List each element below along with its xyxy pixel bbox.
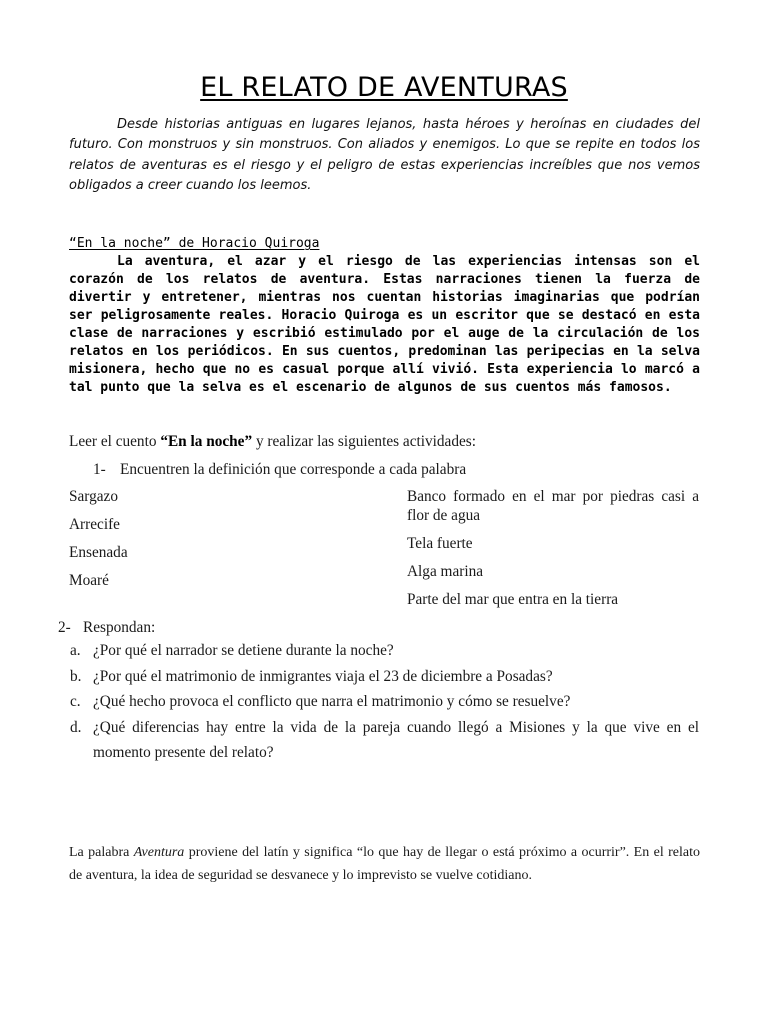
- instructions-line: [69, 432, 476, 452]
- note-text: proviene del latín y significa “lo que hay de llegar o está próximo a ocurrir”. En el relato: [188, 845, 701, 860]
- note-line: [69, 842, 700, 864]
- reading-line: corazón de los relatos de aventura. Estas narraciones tienen la fuerza de: [69, 272, 700, 287]
- question-letter: d.: [70, 719, 82, 736]
- intro-line: futuro. Con monstruos y sin monstruos. Con aliados y enemigos. Lo que se repite en todos los: [69, 137, 700, 153]
- reading-paragraph: [69, 253, 700, 397]
- activity-number: 2-: [58, 619, 71, 636]
- vocabulary-word: Moaré: [69, 572, 109, 589]
- section-heading: “En la noche” de Horacio Quiroga: [69, 236, 320, 251]
- intro-line: relatos de aventuras es el riesgo y el peligro de estas experiencias increíbles que nos vemos: [69, 157, 700, 173]
- note-line: de aventura, la idea de seguridad se desvanece y lo imprevisto se vuelve cotidiano.: [69, 868, 532, 883]
- reading-line: ser peligrosamente reales. Horacio Quiroga es un escritor que se destacó en esta: [69, 308, 700, 323]
- intro-line: Desde historias antiguas en lugares lejanos, hasta héroes y heroínas en ciudades del: [117, 117, 700, 132]
- question-text: ¿Qué hecho provoca el conflicto que narra el matrimonio y cómo se resuelve?: [93, 693, 571, 710]
- vocabulary-word: Arrecife: [69, 516, 120, 533]
- question-letter: c.: [70, 693, 81, 710]
- activity-label: Encuentren la definición que corresponde a cada palabra: [120, 461, 467, 478]
- question-text: ¿Por qué el matrimonio de inmigrantes viaja el 23 de diciembre a Posadas?: [93, 668, 553, 685]
- question-text: ¿Por qué el narrador se detiene durante la noche?: [93, 642, 394, 659]
- reading-line: clase de narraciones y escribió estimulado por el auge de la circulación de los: [69, 326, 700, 341]
- reading-line: relatos en los periódicos. En sus cuentos, predominan las peripecias en la selva: [69, 344, 700, 359]
- reading-line: misionera, hecho que no es casual porque allí vivió. Esta experiencia lo marcó a: [69, 362, 700, 377]
- definition-line: Tela fuerte: [407, 535, 473, 552]
- instructions-text: y realizar las siguientes actividades:: [255, 433, 476, 450]
- question-letter: b.: [70, 668, 82, 685]
- activity-label: Respondan:: [83, 619, 156, 636]
- activity-number: 1-: [93, 461, 106, 478]
- definition-line: Parte del mar que entra en la tierra: [407, 591, 619, 608]
- vocabulary-word: Sargazo: [69, 488, 118, 505]
- question-text: ¿Qué diferencias hay entre la vida de la pareja cuando llegó a Misiones y la que vive en el: [93, 719, 699, 736]
- reading-line: tal punto que la selva es el escenario de algunos de sus cuentos más famosos.: [69, 380, 672, 395]
- reading-line: La aventura, el azar y el riesgo de las experiencias intensas son el: [117, 254, 700, 269]
- intro-paragraph: [69, 115, 700, 196]
- note-term: Aventura: [133, 845, 185, 860]
- note-text: La palabra: [69, 845, 130, 860]
- story-title: “En la noche”: [160, 433, 253, 450]
- question-letter: a.: [70, 642, 81, 659]
- intro-line: obligados a creer cuando los leemos.: [69, 177, 312, 193]
- definition-line: Banco formado en el mar por piedras casi a: [407, 488, 699, 505]
- page-title: EL RELATO DE AVENTURAS: [200, 72, 568, 103]
- instructions-text: Leer el cuento: [69, 433, 157, 450]
- definition-line: Alga marina: [407, 563, 484, 580]
- reading-line: divertir y entretener, mientras nos cuentan historias imaginarias que podrían: [69, 290, 700, 305]
- question-text: momento presente del relato?: [93, 744, 274, 761]
- definition-line: flor de agua: [407, 507, 481, 524]
- vocabulary-word: Ensenada: [69, 544, 128, 561]
